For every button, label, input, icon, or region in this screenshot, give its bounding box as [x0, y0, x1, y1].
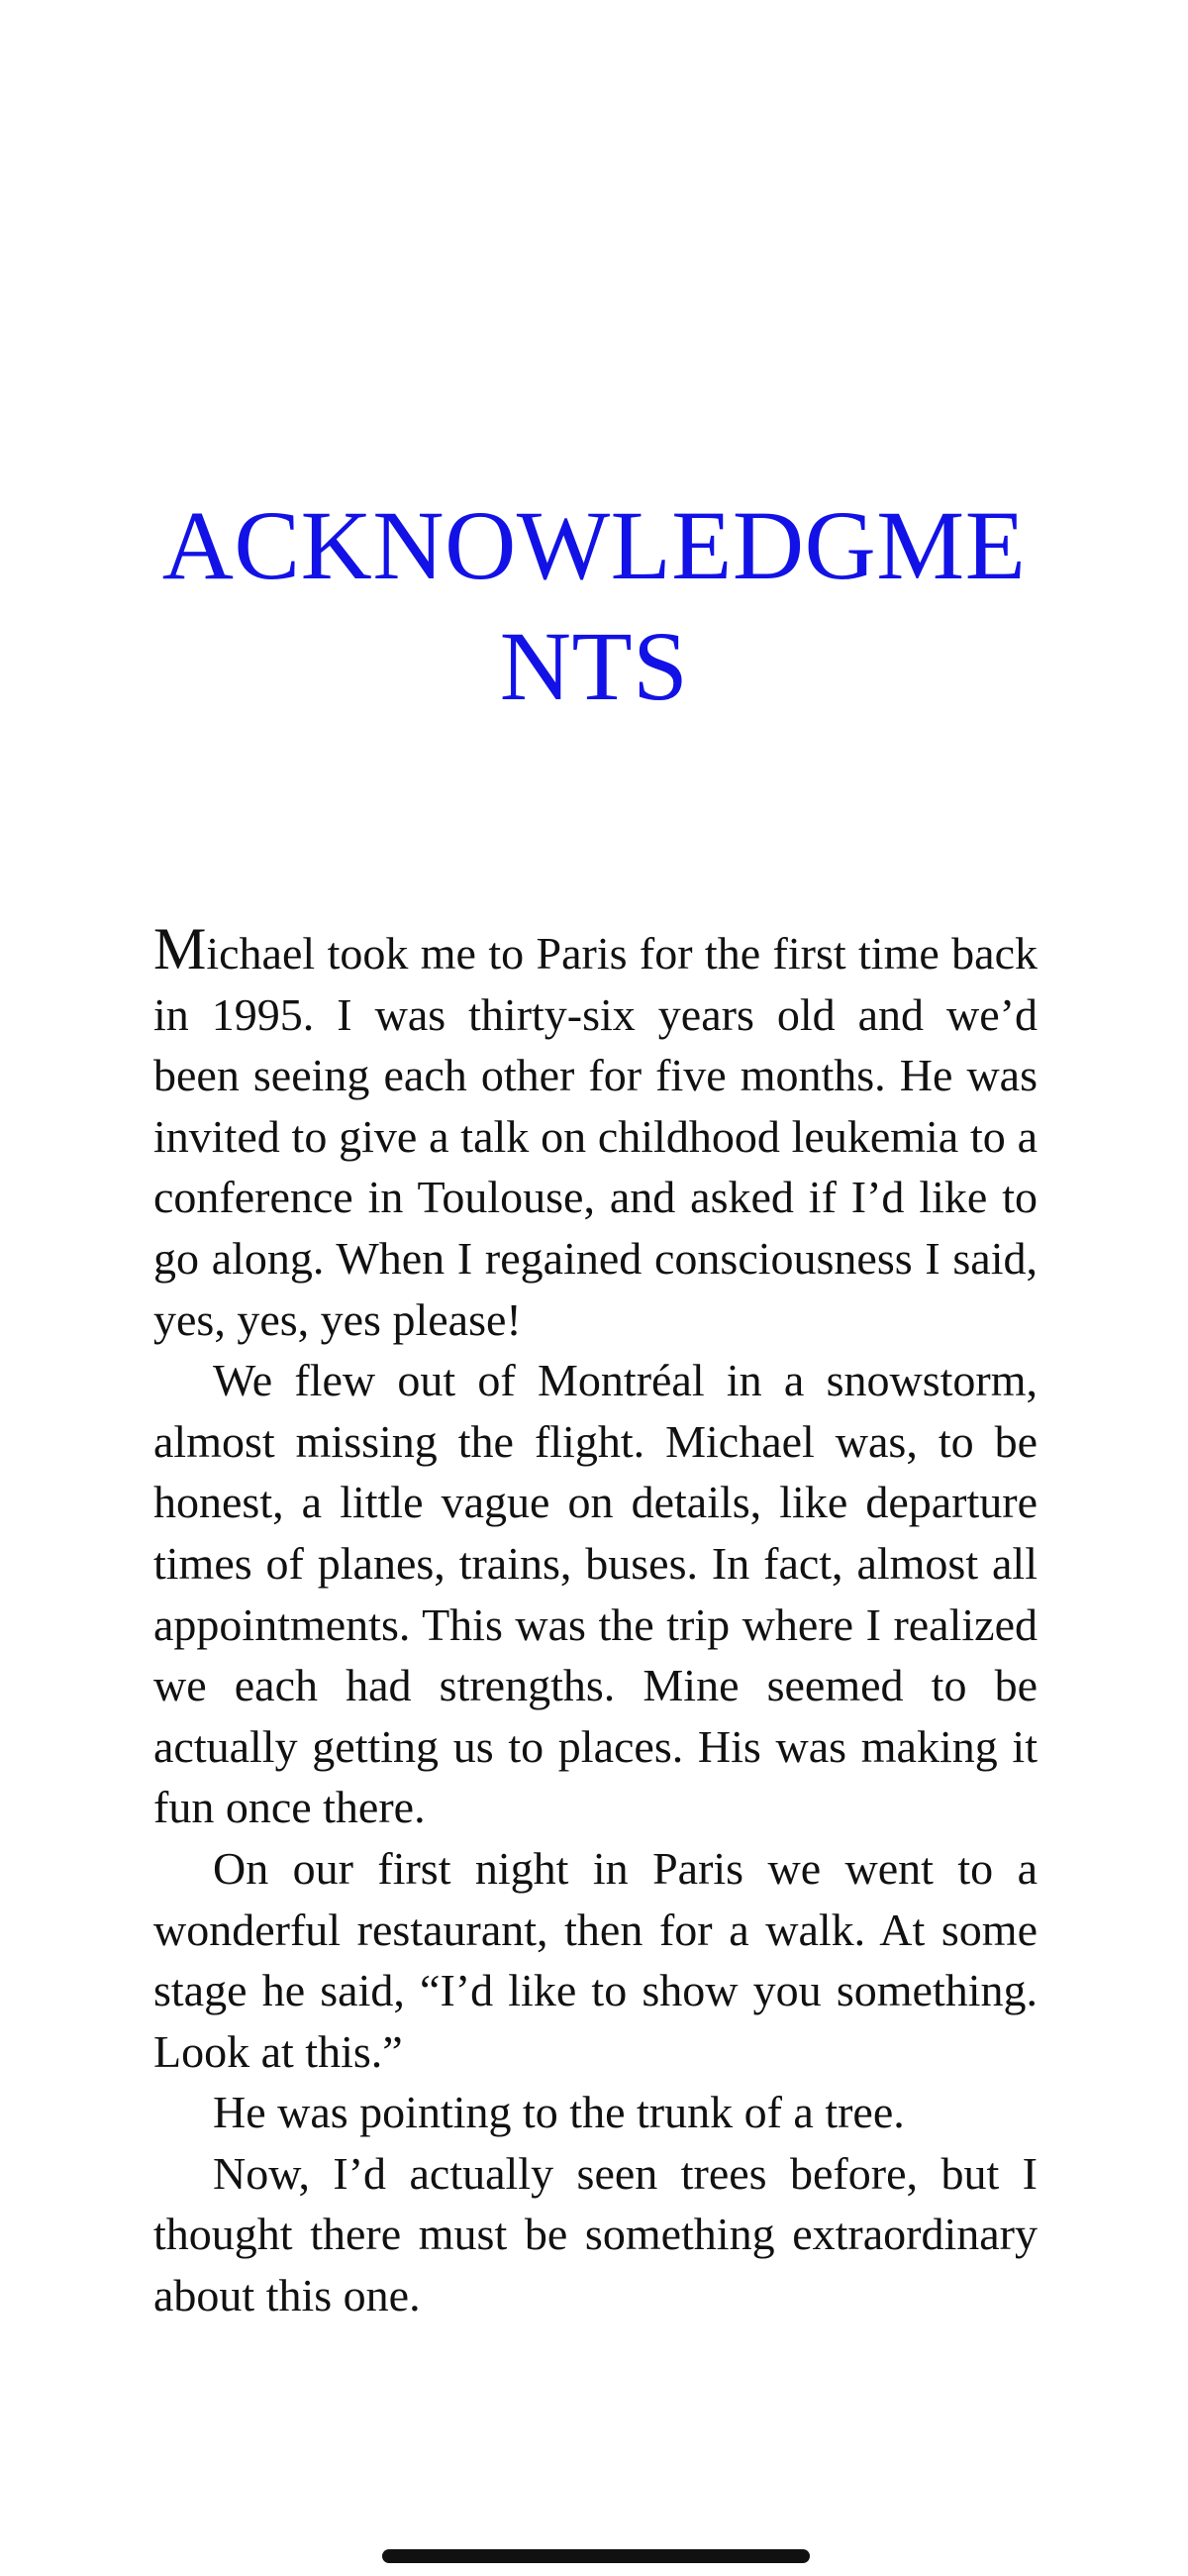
paragraph-4: He was pointing to the trunk of a tree. — [213, 2087, 905, 2138]
paragraph-5: Now, I’d actually seen trees before, but I thought there must be something extraordinary about this one. — [153, 2147, 1038, 2321]
paragraph-3: On our first night in Paris we went to a wonderful restaurant, then for a walk. At some stage he said, “I’d like to show you something. Look at this.” — [153, 1842, 1038, 2077]
paragraph-1 — [153, 916, 1038, 1350]
chapter-title-line-2: NTS — [499, 611, 689, 721]
paragraph-2: We flew out of Montréal in a snowstorm, almost missing the flight. Michael was, to be honest, a little vague on details, like departure times of planes, trains, buses. In fact, almost all appointments. This was the trip where I realized we each had strengths. Mine seemed to be actually getting us to places. His was making it fun once there. — [153, 1355, 1038, 1833]
chapter-title — [148, 485, 1040, 727]
chapter-body — [153, 916, 1038, 2326]
initial-letter: M — [153, 916, 207, 981]
home-indicator[interactable] — [382, 2549, 810, 2563]
chapter-title-line-1: ACKNOWLEDGME — [161, 490, 1027, 600]
paragraph-1-text: ichael took me to Paris for the first time back in 1995. I was thirty-six years old and we’d been seeing each other for five months. He was invited to give a talk on childhood leukemia to a conference in Toulouse, and asked if I’d like to go along. When I regained consciousness I said, yes, yes, yes please! — [153, 928, 1038, 1345]
